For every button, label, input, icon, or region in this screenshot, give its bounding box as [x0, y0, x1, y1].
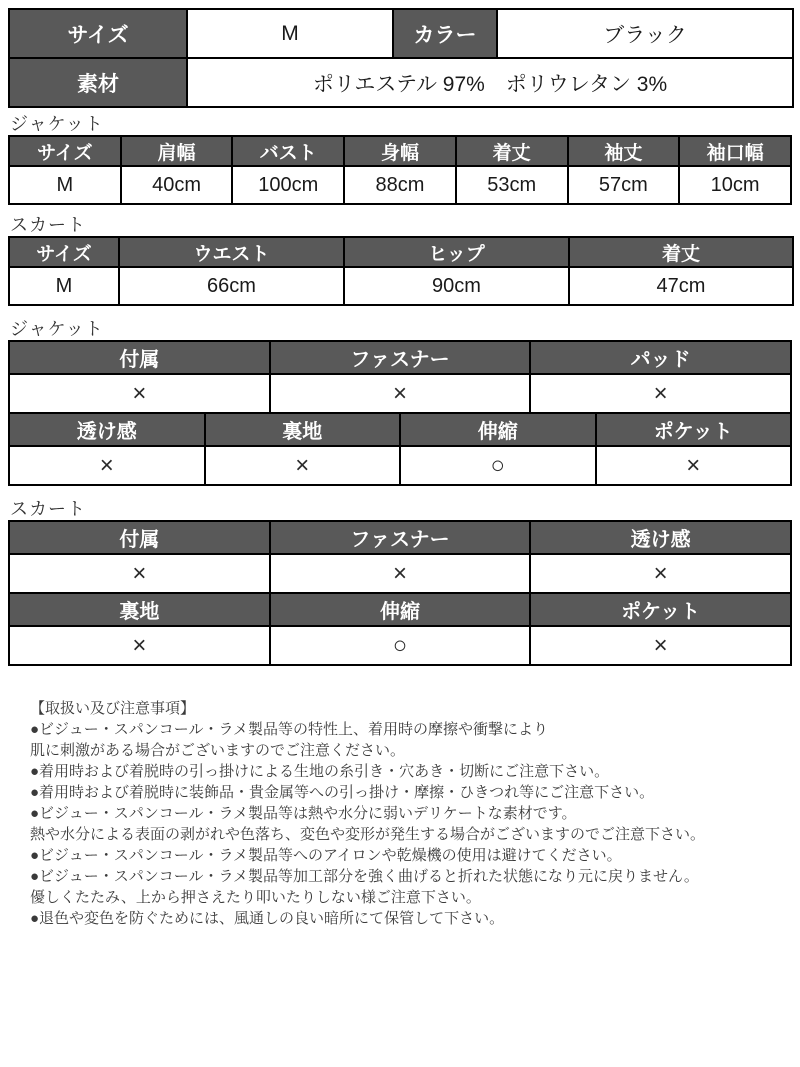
care-note-line: ●着用時および着脱時の引っ掛けによる生地の糸引き・穴あき・切断にご注意下さい。	[30, 763, 610, 780]
measurement-value: M	[9, 166, 121, 204]
care-notes	[8, 698, 792, 929]
feature-header: 伸縮	[400, 413, 596, 446]
jacket-features-label: ジャケット	[10, 319, 104, 339]
skirt-features-label: スカート	[10, 499, 86, 519]
material-label: 素材	[9, 58, 187, 107]
care-note-line: 熱や水分による表面の剥がれや色落ち、変色や変形が発生する場合がございますのでご注意下さい。	[30, 826, 706, 843]
table-header-row	[9, 521, 791, 554]
table-value-row	[9, 374, 791, 413]
color-label: カラー	[393, 9, 497, 58]
care-note-line: 肌に刺激がある場合がございますのでご注意ください。	[30, 742, 406, 759]
feature-header: 付属	[9, 341, 270, 374]
column-header: サイズ	[9, 237, 119, 267]
skirt-features-table-group1	[8, 520, 792, 594]
feature-value: ×	[270, 374, 531, 413]
measurement-value: 47cm	[569, 267, 793, 305]
spec-row-material	[9, 58, 793, 107]
table-header-row	[9, 136, 791, 166]
feature-value: ×	[9, 446, 205, 485]
feature-value: ×	[530, 554, 791, 593]
feature-value: ×	[9, 626, 270, 665]
table-header-row	[9, 413, 791, 446]
feature-value: ×	[9, 554, 270, 593]
feature-value: ×	[530, 626, 791, 665]
table-header-row	[9, 341, 791, 374]
jacket-measurements-table	[8, 135, 792, 205]
measurement-value: 10cm	[679, 166, 791, 204]
color-value: ブラック	[497, 9, 793, 58]
measurement-value: 53cm	[456, 166, 568, 204]
skirt-measurements-label: スカート	[10, 215, 86, 235]
table-value-row	[9, 267, 793, 305]
care-note-line: 優しくたたみ、上から押さえたり叩いたりしない様ご注意下さい。	[30, 889, 481, 906]
measurement-value: M	[9, 267, 119, 305]
measurement-value: 100cm	[232, 166, 344, 204]
column-header: 袖丈	[568, 136, 680, 166]
column-header: 袖口幅	[679, 136, 791, 166]
measurement-value: 90cm	[344, 267, 569, 305]
care-note-line: ●ビジュー・スパンコール・ラメ製品等は熱や水分に弱いデリケートな素材です。	[30, 805, 577, 822]
table-value-row	[9, 446, 791, 485]
column-header: 身幅	[344, 136, 456, 166]
care-note-line: ●退色や変色を防ぐためには、風通しの良い暗所にて保管して下さい。	[30, 910, 505, 927]
table-header-row	[9, 593, 791, 626]
skirt-features-table-group2	[8, 592, 792, 666]
feature-value: ×	[270, 554, 531, 593]
column-header: サイズ	[9, 136, 121, 166]
size-value: M	[187, 9, 393, 58]
feature-header: パッド	[530, 341, 791, 374]
feature-value: ○	[400, 446, 596, 485]
care-note-line: ●着用時および着脱時に装飾品・貴金属等への引っ掛け・摩擦・ひきつれ等にご注意下さい。	[30, 784, 655, 801]
material-value: ポリエステル 97% ポリウレタン 3%	[187, 58, 793, 107]
feature-header: ポケット	[596, 413, 792, 446]
feature-value: ×	[205, 446, 401, 485]
skirt-measurements-table	[8, 236, 794, 306]
feature-header: ポケット	[530, 593, 791, 626]
table-header-row	[9, 237, 793, 267]
care-note-line: ●ビジュー・スパンコール・ラメ製品等の特性上、着用時の摩擦や衝撃により	[30, 721, 549, 738]
feature-header: ファスナー	[270, 341, 531, 374]
feature-value: ×	[530, 374, 791, 413]
feature-header: ファスナー	[270, 521, 531, 554]
feature-header: 裏地	[205, 413, 401, 446]
size-label: サイズ	[9, 9, 187, 58]
feature-header: 透け感	[9, 413, 205, 446]
column-header: 肩幅	[121, 136, 233, 166]
feature-value: ×	[596, 446, 792, 485]
column-header: 着丈	[456, 136, 568, 166]
care-note-line: ●ビジュー・スパンコール・ラメ製品等加工部分を強く曲げると折れた状態になり元に戻りません。	[30, 868, 699, 885]
care-note-line: ●ビジュー・スパンコール・ラメ製品等へのアイロンや乾燥機の使用は避けてください。	[30, 847, 622, 864]
feature-header: 裏地	[9, 593, 270, 626]
table-value-row	[9, 166, 791, 204]
table-value-row	[9, 554, 791, 593]
jacket-measurements-label: ジャケット	[10, 114, 104, 134]
spec-table	[8, 8, 794, 108]
column-header: 着丈	[569, 237, 793, 267]
feature-header: 透け感	[530, 521, 791, 554]
column-header: バスト	[232, 136, 344, 166]
feature-header: 伸縮	[270, 593, 531, 626]
feature-value: ○	[270, 626, 531, 665]
jacket-features-table-group2	[8, 412, 792, 486]
feature-header: 付属	[9, 521, 270, 554]
feature-value: ×	[9, 374, 270, 413]
spec-row-size-color	[9, 9, 793, 58]
measurement-value: 40cm	[121, 166, 233, 204]
jacket-features-table-group1	[8, 340, 792, 414]
measurement-value: 88cm	[344, 166, 456, 204]
measurement-value: 57cm	[568, 166, 680, 204]
table-value-row	[9, 626, 791, 665]
column-header: ヒップ	[344, 237, 569, 267]
care-notes-title: 【取扱い及び注意事項】	[30, 700, 196, 717]
measurement-value: 66cm	[119, 267, 344, 305]
column-header: ウエスト	[119, 237, 344, 267]
